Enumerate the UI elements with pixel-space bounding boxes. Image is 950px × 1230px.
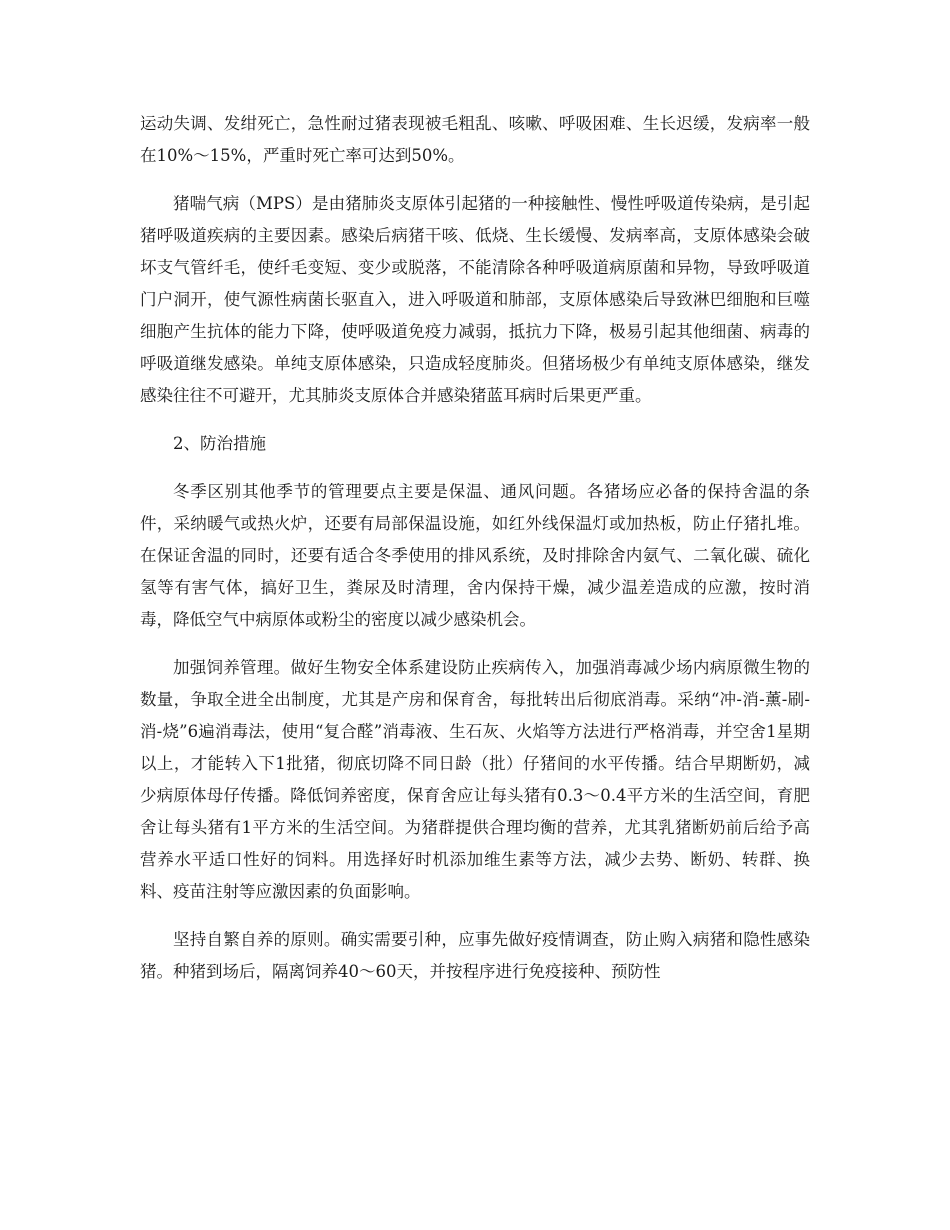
section-heading-prevention: 2、防治措施: [173, 434, 266, 453]
paragraph-mps: 猪喘气病（MPS）是由猪肺炎支原体引起猪的一种接触性、慢性呼吸道传染病，是引起猪呼吸道疾病的主要因素。感染后病猪干咳、低烧、生长缓慢、发病率高，支原体感染会破坏支气管纤毛，使纤毛变短、变少或脱落，不能清除各种呼吸道病原菌和异物，导致呼吸道门户洞开，使气源性病菌长驱直入，进入呼吸道和肺部，支原体感染后导致淋巴细胞和巨噬细胞产生抗体的能力下降，使呼吸道免疫力减弱，抵抗力下降，极易引起其他细菌、病毒的呼吸道继发感染。单纯支原体感染，只造成轻度肺炎。但猪场极少有单纯支原体感染，继发感染往往不可避开，尤其肺炎支原体合并感染猪蓝耳病时后果更严重。: [140, 194, 810, 405]
document-body: [140, 108, 810, 1004]
paragraph-continuation: 运动失调、发绀死亡，急性耐过猪表现被毛粗乱、咳嗽、呼吸困难、生长迟缓，发病率一般在10%～15%，严重时死亡率可达到50%。: [140, 114, 810, 165]
paragraph-winter-management: 冬季区别其他季节的管理要点主要是保温、通风问题。各猪场应必备的保持舍温的条件，采纳暖气或热火炉，还要有局部保温设施，如红外线保温灯或加热板，防止仔猪扎堆。在保证舍温的同时，还要有适合冬季使用的排风系统，及时排除舍内氨气、二氧化碳、硫化氢等有害气体，搞好卫生，粪尿及时清理，舍内保持干燥，减少温差造成的应激，按时消毒，降低空气中病原体或粉尘的密度以减少感染机会。: [140, 482, 810, 629]
paragraph-feeding-management: 加强饲养管理。做好生物安全体系建设防止疾病传入，加强消毒减少场内病原微生物的数量，争取全进全出制度，尤其是产房和保育舍，每批转出后彻底消毒。采纳“冲-消-薰-刷-消-烧”6遍消毒法，使用“复合醛”消毒液、生石灰、火焰等方法进行严格消毒，并空舍1星期以上，才能转入下1批猪，彻底切降不同日龄（批）仔猪间的水平传播。结合早期断奶，减少病原体母仔传播。降低饲养密度，保育舍应让每头猪有0.3～0.4平方米的生活空间，育肥舍让每头猪有1平方米的生活空间。为猪群提供合理均衡的营养，尤其乳猪断奶前后给予高营养水平适口性好的饲料。用选择好时机添加维生素等方法，减少去势、断奶、转群、换料、疫苗注射等应激因素的负面影响。: [140, 658, 810, 901]
paragraph-self-breeding: 坚持自繁自养的原则。确实需要引种，应事先做好疫情调查，防止购入病猪和隐性感染猪。种猪到场后，隔离饲养40～60天，并按程序进行免疫接种、预防性: [140, 930, 810, 981]
